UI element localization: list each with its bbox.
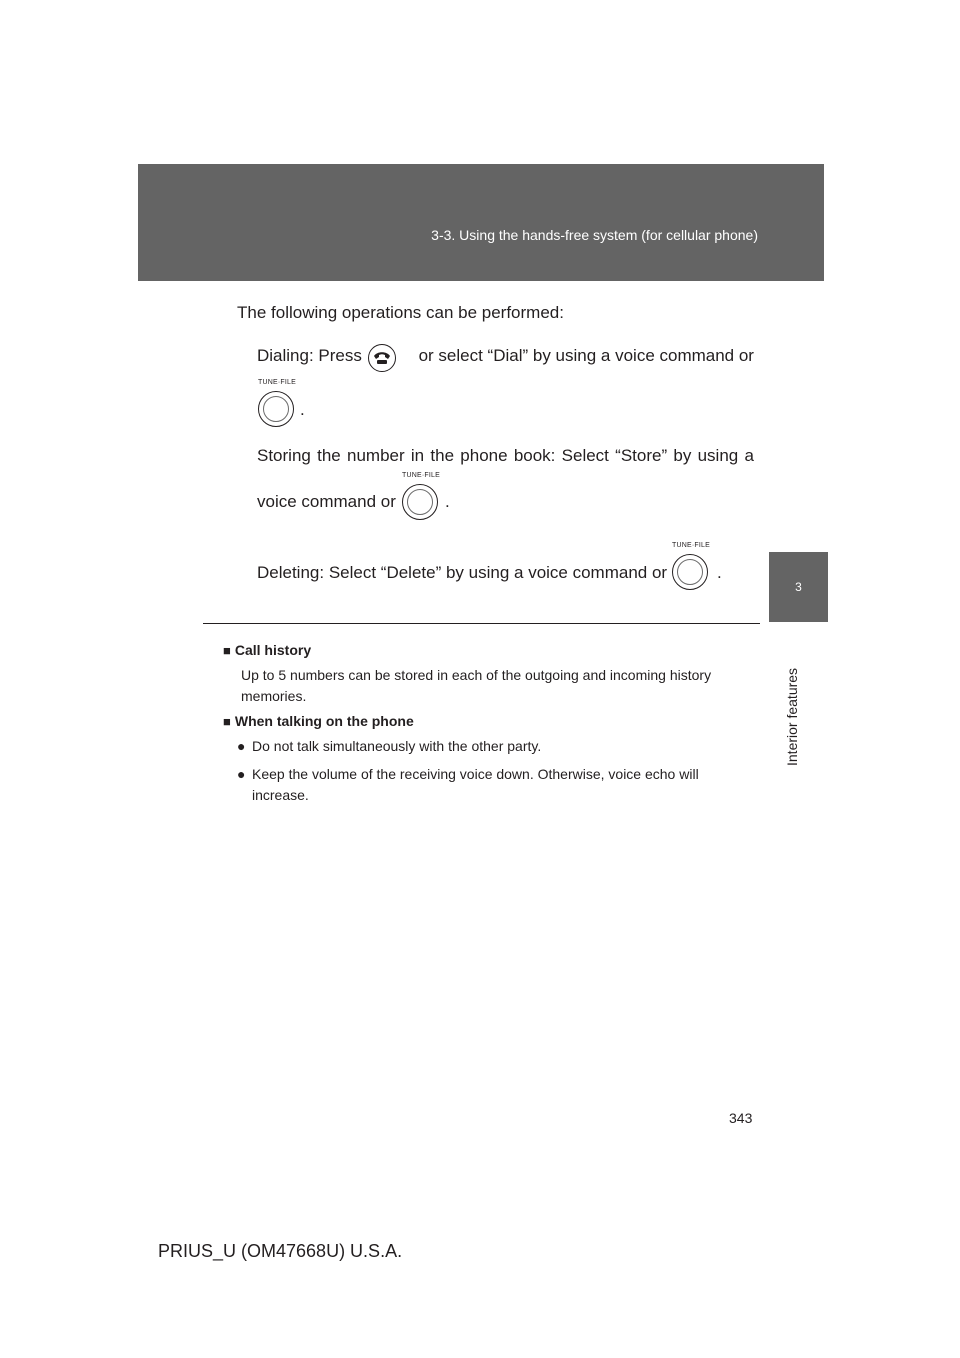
knob-caption: TUNE·FILE [402, 472, 440, 479]
dialing-text-part2: or select “Dial” by using a voice command or [418, 346, 754, 365]
phone-off-hook-icon [368, 344, 396, 372]
section-divider [203, 623, 760, 624]
word: “Store” [615, 446, 668, 465]
word: the [317, 446, 341, 465]
tune-file-knob-icon [255, 379, 299, 429]
document-footer: PRIUS_U (OM47668U) U.S.A. [158, 1241, 403, 1261]
talking-bullet-2 [237, 764, 699, 785]
knob-caption: TUNE·FILE [672, 542, 710, 549]
deleting-period: . [717, 563, 722, 582]
page-number: 343 [729, 1110, 753, 1126]
word: Select [561, 446, 609, 465]
word: number [347, 446, 405, 465]
knob-circle [672, 554, 708, 590]
intro-text: The following operations can be performed: [237, 303, 564, 322]
storing-line-1 [257, 446, 754, 466]
round-bullet-icon: ● [237, 738, 246, 754]
call-history-text-1: Up to 5 numbers can be stored in each of the outgoing and incoming history [241, 667, 712, 683]
call-history-title: Call history [234, 642, 312, 658]
word: the [430, 446, 455, 465]
deleting-line: Deleting: Select “Delete” by using a voice command or [257, 563, 668, 582]
knob-circle [402, 484, 438, 520]
chapter-label-text: Interior features [784, 667, 800, 766]
talking-heading [223, 713, 414, 729]
tune-file-knob-icon [399, 472, 443, 522]
chapter-tab [769, 552, 828, 622]
square-bullet-icon: ■ [223, 714, 231, 729]
storing-line-2: voice command or [257, 492, 396, 511]
talking-bullet-2-text-2: increase. [252, 787, 309, 803]
knob-caption: TUNE·FILE [258, 379, 296, 386]
call-history-heading [223, 642, 311, 658]
word: book: [513, 446, 556, 465]
square-bullet-icon: ■ [223, 643, 231, 658]
talking-bullet-1-text: Do not talk simultaneously with the other party. [252, 738, 542, 754]
talking-title: When talking on the phone [234, 713, 414, 729]
talking-bullet-2-text-1: Keep the volume of the receiving voice down. Otherwise, voice echo will [252, 766, 699, 782]
tune-file-knob-icon [669, 542, 713, 592]
word: using [697, 446, 739, 465]
chapter-number: 3 [795, 580, 802, 594]
dialing-period: . [300, 400, 305, 419]
talking-bullet-1 [237, 736, 542, 757]
word: phone [460, 446, 508, 465]
word: Storing [257, 446, 311, 465]
storing-period: . [445, 492, 450, 511]
section-title: 3-3. Using the hands-free system (for cellular phone) [431, 227, 758, 243]
dialing-text-part1: Dialing: Press [257, 346, 362, 365]
word: in [410, 446, 425, 465]
section-header-bar [138, 164, 824, 281]
chapter-label [782, 626, 802, 766]
call-history-text-2: memories. [241, 688, 307, 704]
round-bullet-icon: ● [237, 766, 246, 782]
dialing-line [257, 346, 754, 366]
word: a [744, 446, 754, 465]
word: by [673, 446, 692, 465]
knob-circle [258, 391, 294, 427]
